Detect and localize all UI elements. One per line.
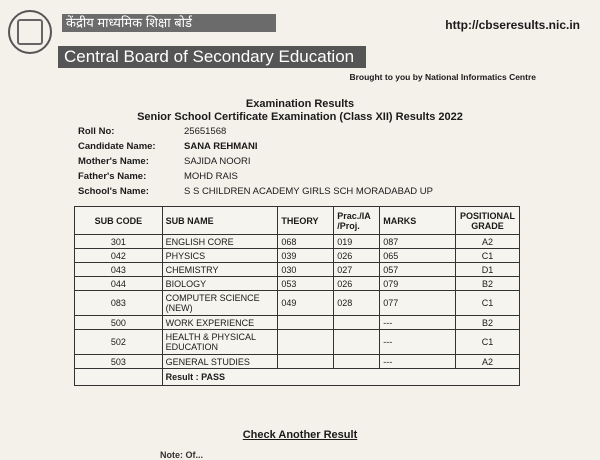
mother-row — [78, 154, 433, 169]
theory: 053 — [278, 277, 334, 291]
sub-code: 044 — [75, 277, 163, 291]
sub-code: 042 — [75, 249, 163, 263]
sub-code: 503 — [75, 355, 163, 369]
sub-name: GENERAL STUDIES — [162, 355, 278, 369]
table-row — [75, 330, 520, 355]
marks: 057 — [380, 263, 456, 277]
result-value: Result : PASS — [162, 369, 519, 386]
site-url[interactable]: http://cbseresults.nic.in — [445, 18, 580, 32]
sub-code: 301 — [75, 235, 163, 249]
theory: 030 — [278, 263, 334, 277]
marks: 065 — [380, 249, 456, 263]
sub-name: CHEMISTRY — [162, 263, 278, 277]
school-label: School's Name: — [78, 186, 149, 197]
board-name: Central Board of Secondary Education — [58, 46, 366, 68]
cbse-logo-icon — [8, 10, 52, 54]
mother-label: Mother's Name: — [78, 156, 149, 167]
table-header-row — [75, 207, 520, 235]
theory: 049 — [278, 291, 334, 316]
exam-heading: Examination Results — [245, 98, 355, 110]
prac: 028 — [334, 291, 380, 316]
table-row — [75, 263, 520, 277]
header-marks: MARKS — [380, 207, 456, 235]
result-row — [75, 369, 520, 386]
grade: A2 — [455, 355, 519, 369]
prac: 026 — [334, 277, 380, 291]
name-label: Candidate Name: — [78, 141, 156, 152]
note-text: Note: Of... — [160, 450, 203, 460]
grade: D1 — [455, 263, 519, 277]
result-empty-cell — [75, 369, 163, 386]
table-row — [75, 291, 520, 316]
prac: 026 — [334, 249, 380, 263]
roll-value: 25651568 — [184, 126, 227, 137]
table-row — [75, 355, 520, 369]
sub-name: PHYSICS — [162, 249, 278, 263]
theory: 039 — [278, 249, 334, 263]
marks: --- — [380, 355, 456, 369]
grade: A2 — [455, 235, 519, 249]
theory — [278, 330, 334, 355]
mother-value: SAJIDA NOORI — [184, 156, 251, 167]
results-table — [74, 206, 520, 386]
sub-name: WORK EXPERIENCE — [162, 316, 278, 330]
prac — [334, 355, 380, 369]
roll-label: Roll No: — [78, 126, 115, 137]
table-row — [75, 316, 520, 330]
school-row — [78, 184, 433, 199]
marks: 087 — [380, 235, 456, 249]
sub-code: 502 — [75, 330, 163, 355]
marks: --- — [380, 330, 456, 355]
name-value: SANA REHMANI — [184, 141, 258, 152]
father-value: MOHD RAIS — [184, 171, 238, 182]
sub-name: COMPUTER SCIENCE (NEW) — [162, 291, 278, 316]
theory: 068 — [278, 235, 334, 249]
grade: C1 — [455, 249, 519, 263]
sub-code: 043 — [75, 263, 163, 277]
father-label: Father's Name: — [78, 171, 147, 182]
brought-by-text: Brought to you by National Informatics Centre — [349, 72, 536, 82]
prac — [334, 316, 380, 330]
prac: 019 — [334, 235, 380, 249]
sub-code: 083 — [75, 291, 163, 316]
check-another-result-link[interactable]: Check Another Result — [242, 429, 358, 441]
candidate-info — [78, 124, 433, 199]
header-sub-name: SUB NAME — [162, 207, 278, 235]
exam-subheading: Senior School Certificate Examination (Class XII) Results 2022 — [137, 111, 463, 123]
theory — [278, 355, 334, 369]
grade: B2 — [455, 277, 519, 291]
theory — [278, 316, 334, 330]
header-theory: THEORY — [278, 207, 334, 235]
grade: C1 — [455, 330, 519, 355]
table-row — [75, 249, 520, 263]
table-row — [75, 277, 520, 291]
marks: --- — [380, 316, 456, 330]
marks: 077 — [380, 291, 456, 316]
hindi-title: केंद्रीय माध्यमिक शिक्षा बोर्ड — [62, 14, 276, 32]
sub-name: BIOLOGY — [162, 277, 278, 291]
name-row — [78, 139, 433, 154]
father-row — [78, 169, 433, 184]
grade: B2 — [455, 316, 519, 330]
table-row — [75, 235, 520, 249]
prac — [334, 330, 380, 355]
marks: 079 — [380, 277, 456, 291]
sub-name: ENGLISH CORE — [162, 235, 278, 249]
sub-name: HEALTH & PHYSICAL EDUCATION — [162, 330, 278, 355]
header-sub-code: SUB CODE — [75, 207, 163, 235]
header — [0, 0, 600, 82]
school-value: S S CHILDREN ACADEMY GIRLS SCH MORADABAD UP — [184, 186, 433, 197]
roll-row — [78, 124, 433, 139]
prac: 027 — [334, 263, 380, 277]
header-grade: POSITIONAL GRADE — [455, 207, 519, 235]
header-prac: Prac./IA /Proj. — [334, 207, 380, 235]
sub-code: 500 — [75, 316, 163, 330]
grade: C1 — [455, 291, 519, 316]
